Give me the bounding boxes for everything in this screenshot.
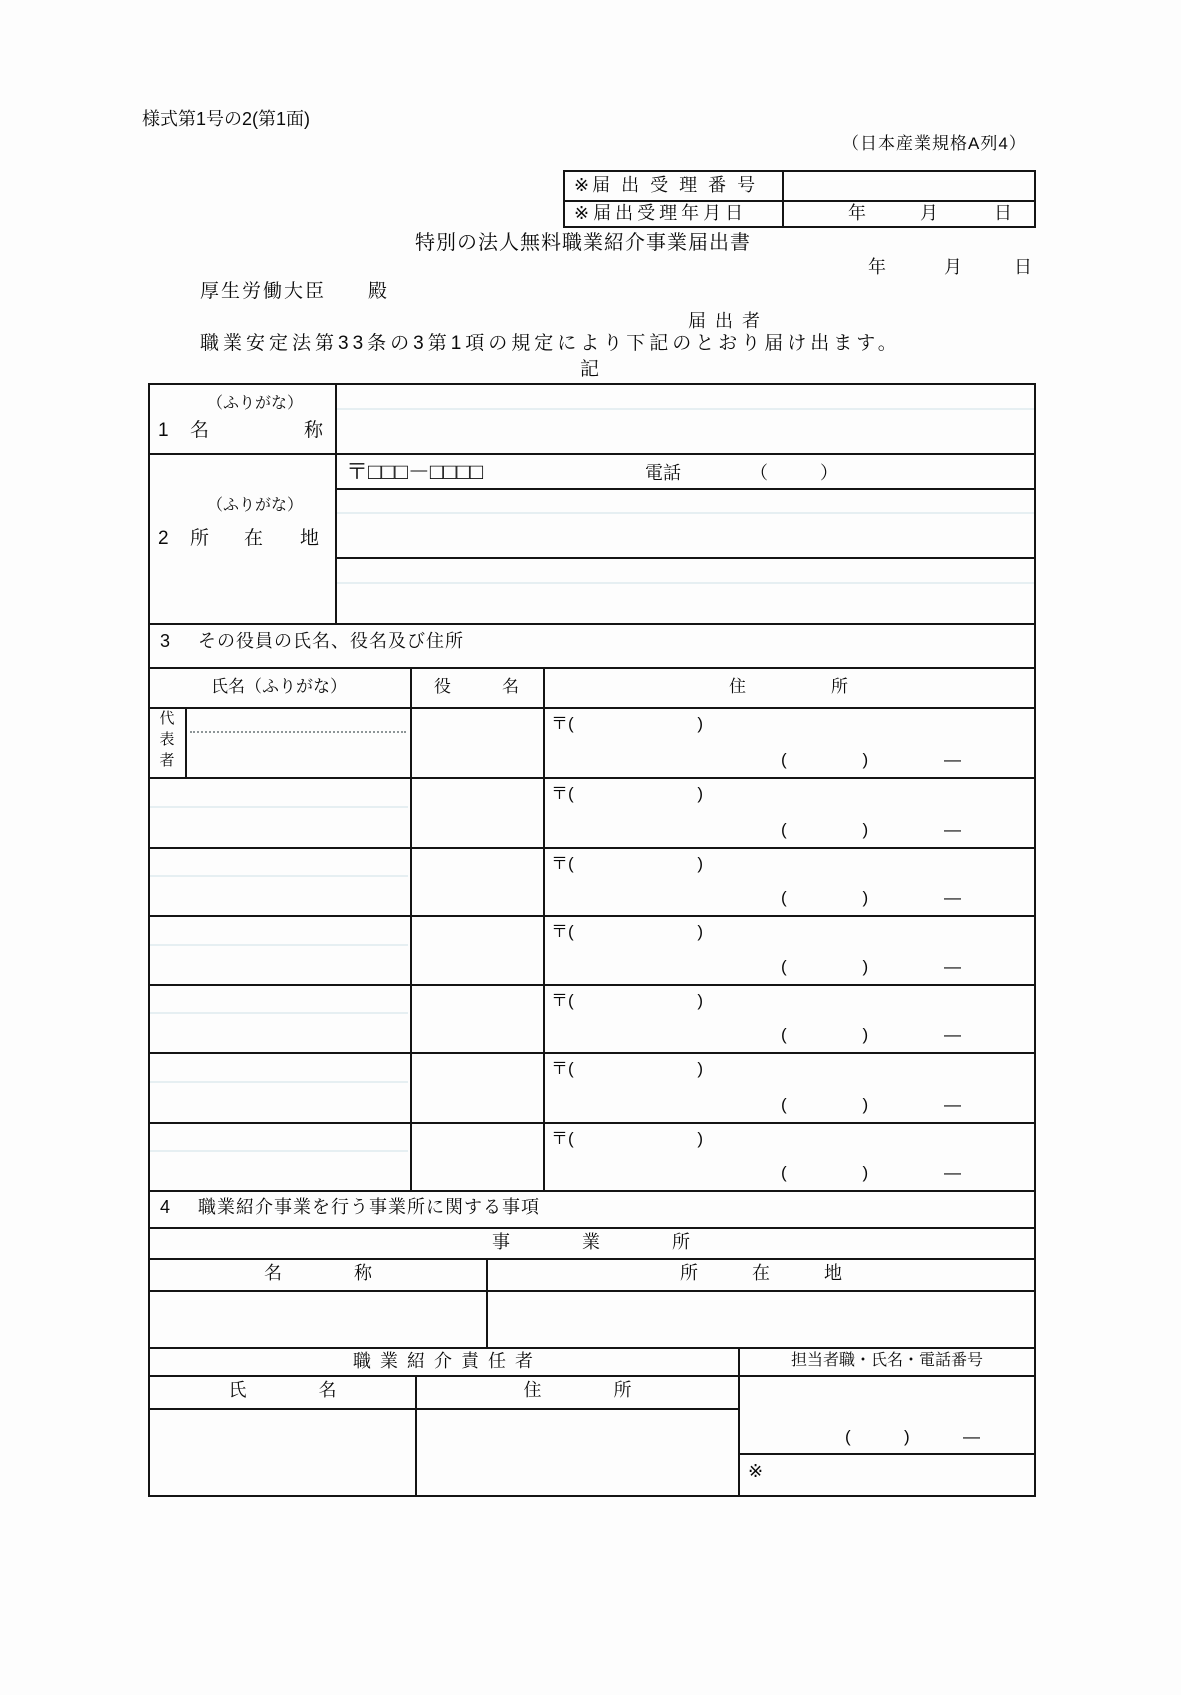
paren-close: ) (697, 714, 703, 733)
table-border (148, 383, 1036, 385)
paren-open: ( (781, 1025, 787, 1044)
paren-close: ) (697, 1059, 703, 1078)
office-address-header: 所 在 地 (680, 1263, 842, 1283)
notifier-label: 届 出 者 (688, 311, 763, 331)
section2-label: 所 (190, 528, 210, 549)
paren-close: ) (697, 854, 703, 873)
addressee: 厚生労働大臣 (200, 281, 327, 302)
dash: — (944, 888, 961, 907)
section3-heading: その役員の氏名、役名及び住所 (198, 631, 464, 651)
dotted-line (190, 731, 406, 733)
grid-line (148, 777, 1036, 779)
grid-line (1034, 170, 1036, 228)
grid-line (148, 1408, 740, 1410)
furigana-guide-line (150, 875, 408, 877)
grid-line (148, 1347, 1036, 1349)
grid-line (738, 1347, 740, 1495)
contact-phone-field (845, 1428, 980, 1445)
grid-line (335, 488, 1036, 490)
column-header-address: 住 所 (729, 677, 848, 696)
section4-heading: 職業紹介事業を行う事業所に関する事項 (198, 1197, 540, 1217)
grid-line (148, 667, 1036, 669)
jis-standard-note: （日本産業規格A列4） (842, 134, 1027, 153)
address-postal-field (551, 992, 703, 1009)
grid-line (738, 1453, 1036, 1455)
contact-header: 担当者職・氏名・電話番号 (790, 1352, 983, 1369)
honorific: 殿 (368, 281, 388, 302)
furigana-guide-line (337, 582, 1034, 584)
table-border (148, 1495, 1036, 1497)
address-postal-field (551, 785, 703, 802)
grid-line (148, 623, 1036, 625)
grid-line (148, 1290, 1036, 1292)
grid-line (543, 667, 545, 1190)
address-postal-field (551, 715, 703, 732)
paren-open: ( (781, 820, 787, 839)
paren-close: ) (862, 888, 869, 907)
office-header: 事 業 所 (492, 1232, 690, 1252)
paren-open: ( (781, 957, 787, 976)
address-postal-field (551, 855, 703, 872)
paren-open: ( (781, 750, 787, 769)
reception-number-label: ※届 出 受 理 番 号 (574, 175, 759, 195)
postal-mark: 〒( (551, 922, 574, 941)
grid-line (410, 667, 412, 1190)
address-phone-field (781, 958, 961, 975)
postal-mark: 〒( (551, 1059, 574, 1078)
reception-day-label: 日 (994, 203, 1012, 223)
paren-close: ) (862, 957, 869, 976)
address-phone-field (781, 1096, 961, 1113)
tel-label: 電話 (645, 463, 681, 483)
section1-label: 名 (190, 420, 210, 441)
paren-close: ) (862, 750, 869, 769)
furigana-guide-line (337, 512, 1034, 514)
postal-mark: 〒( (551, 784, 574, 803)
furigana-guide-line (150, 944, 408, 946)
grid-line (148, 707, 1036, 709)
date-month-label: 月 (944, 257, 962, 277)
postal-mark: 〒( (551, 1129, 574, 1148)
grid-line (148, 1122, 1036, 1124)
furigana-guide-line (150, 1081, 408, 1083)
grid-line (148, 847, 1036, 849)
grid-line (563, 200, 1036, 202)
section1-label: 称 (304, 420, 324, 441)
furigana-guide-line (337, 408, 1034, 410)
grid-line (335, 557, 1036, 559)
dash: — (944, 1025, 961, 1044)
reception-month-label: 月 (920, 203, 938, 223)
paren-close: ) (697, 1129, 703, 1148)
paren-open: ( (845, 1427, 851, 1446)
section2-label: 地 (300, 528, 320, 549)
paren-close: ) (697, 991, 703, 1010)
reception-date-label: ※届出受理年月日 (574, 203, 748, 223)
grid-line (563, 226, 1036, 228)
paren-close: ) (697, 784, 703, 803)
furigana-guide-line (150, 806, 408, 808)
form-code: 様式第1号の2(第1面) (142, 109, 311, 129)
grid-line (148, 1052, 1036, 1054)
paren-close: ) (697, 922, 703, 941)
postal-mark: 〒( (551, 991, 574, 1010)
address-phone-field (781, 751, 961, 768)
grid-line (563, 170, 1036, 172)
grid-line (148, 915, 1036, 917)
grid-line (148, 1258, 1036, 1260)
grid-line (563, 170, 565, 228)
grid-line (782, 170, 784, 228)
paren-close: ) (862, 820, 869, 839)
representative-char: 代 (159, 710, 175, 727)
statement: 職業安定法第33条の3第1項の規定により下記のとおり届け出ます。 (200, 333, 901, 354)
section1-furigana: （ふりがな） (206, 395, 303, 412)
address-postal-field (551, 923, 703, 940)
tel-paren-open: （ (750, 463, 768, 483)
grid-line (148, 984, 1036, 986)
dash: — (944, 1163, 961, 1182)
paren-open: ( (781, 888, 787, 907)
representative-char: 表 (159, 731, 175, 748)
section2-label: 在 (244, 528, 264, 549)
address-postal-field (551, 1130, 703, 1147)
grid-line (148, 1190, 1036, 1192)
address-phone-field (781, 821, 961, 838)
postal-code-placeholder: 〒□□□－□□□□ (346, 459, 484, 484)
dash: — (944, 750, 961, 769)
responsible-address-header: 住 所 (523, 1380, 632, 1400)
section4-number: 4 (160, 1197, 171, 1217)
representative-char: 者 (159, 752, 175, 769)
section1-number: 1 (158, 420, 169, 441)
note-mark: ※ (748, 1461, 764, 1481)
paren-close: ) (862, 1025, 869, 1044)
section2-furigana: （ふりがな） (206, 497, 303, 514)
paren-close: ) (904, 1427, 910, 1446)
table-border (148, 383, 150, 1497)
form-title: 特別の法人無料職業紹介事業届出書 (415, 232, 751, 254)
responsible-person-header: 職 業 紹 介 責 任 者 (352, 1351, 535, 1371)
table-border (1034, 383, 1036, 1497)
paren-close: ) (862, 1163, 869, 1182)
date-year-label: 年 (868, 257, 886, 277)
tel-paren-close: ） (820, 463, 838, 483)
date-day-label: 日 (1014, 257, 1032, 277)
column-header-role: 役 名 (434, 677, 519, 696)
dash: — (963, 1427, 980, 1446)
address-postal-field (551, 1060, 703, 1077)
furigana-guide-line (150, 1012, 408, 1014)
paren-close: ) (862, 1095, 869, 1114)
paren-open: ( (781, 1163, 787, 1182)
postal-mark: 〒( (551, 854, 574, 873)
representative-label (151, 711, 183, 774)
address-phone-field (781, 1164, 961, 1181)
grid-line (148, 1375, 1036, 1377)
address-phone-field (781, 1026, 961, 1043)
office-name-header: 名 称 (264, 1263, 372, 1283)
dash: — (944, 1095, 961, 1114)
reception-year-label: 年 (848, 203, 866, 223)
furigana-guide-line (150, 1150, 408, 1152)
dash: — (944, 820, 961, 839)
grid-line (185, 707, 187, 777)
record-mark: 記 (580, 359, 600, 380)
address-phone-field (781, 889, 961, 906)
section3-number: 3 (160, 631, 171, 651)
postal-mark: 〒( (551, 714, 574, 733)
column-header-name: 氏名（ふりがな） (211, 677, 347, 696)
responsible-name-header: 氏 名 (228, 1380, 337, 1400)
dash: — (944, 957, 961, 976)
grid-line (335, 383, 337, 623)
paren-open: ( (781, 1095, 787, 1114)
grid-line (148, 1227, 1036, 1229)
section2-number: 2 (158, 528, 169, 549)
grid-line (148, 453, 1036, 455)
